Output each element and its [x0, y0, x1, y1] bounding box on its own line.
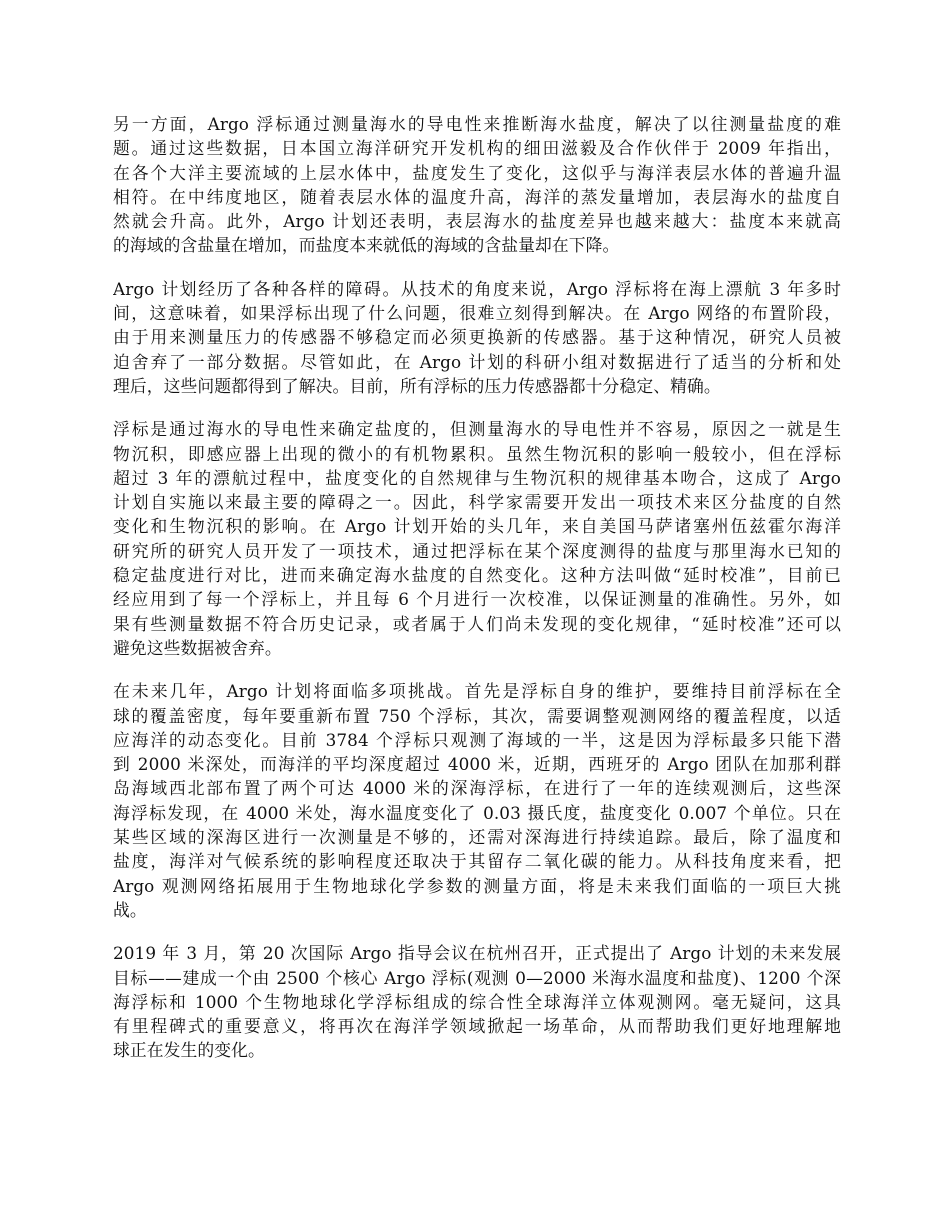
text-line: 海浮标发现，在 4000 米处，海水温度变化了 0.03 摄氏度，盐度变化 0.007 个单位。只在 — [113, 802, 841, 823]
text-line: 避免这些数据被舍弃。 — [113, 637, 282, 658]
text-line: 球正在发生的变化。 — [113, 1040, 265, 1061]
text-line: 果有些测量数据不符合历史记录，或者属于人们尚未发现的变化规律，“延时校准”还可以 — [113, 613, 841, 634]
text-line: 相符。在中纬度地区，随着表层水体的温度升高，海洋的蒸发量增加，表层海水的盐度自 — [113, 186, 841, 207]
text-line: 某些区域的深海区进行一次测量是不够的，还需对深海进行持续追踪。最后，除了温度和 — [113, 827, 841, 848]
text-line: 由于用来测量压力的传感器不够稳定而必须更换新的传感器。基于这种情况，研究人员被 — [113, 327, 841, 348]
text-line: 迫舍弃了一部分数据。尽管如此，在 Argo 计划的科研小组对数据进行了适当的分析和处 — [113, 351, 841, 372]
text-line: 题。通过这些数据，日本国立海洋研究开发机构的细田滋毅及合作伙伴于 2009 年指出， — [113, 138, 841, 159]
paragraph-argo-salinity — [113, 112, 841, 258]
text-line: 在各个大洋主要流域的上层水体中，盐度发生了变化，这似乎与海洋表层水体的普遍升温 — [113, 162, 841, 183]
text-line: 然就会升高。此外，Argo 计划还表明，表层海水的盐度差异也越来越大：盐度本来就高 — [113, 211, 841, 232]
paragraph-2019-meeting — [113, 941, 841, 1062]
text-line: 应海洋的动态变化。目前 3784 个浮标只观测了海域的一半，这是因为浮标最多只能下潜 — [113, 729, 841, 750]
text-line: 稳定盐度进行对比，进而来确定海水盐度的自然变化。这种方法叫做“延时校准”，目前已 — [113, 565, 841, 586]
text-line: 岛海域西北部布置了两个可达 4000 米的深海浮标，在进行了一年的连续观测后，这些深 — [113, 778, 841, 799]
text-line: 球的覆盖密度，每年要重新布置 750 个浮标，其次，需要调整观测网络的覆盖程度，以适 — [113, 705, 841, 726]
text-line: 物沉积，即感应器上出现的微小的有机物累积。虽然生物沉积的影响一般较小，但在浮标 — [113, 443, 841, 464]
text-line: 理后，这些问题都得到了解决。目前，所有浮标的压力传感器都十分稳定、精确。 — [113, 375, 721, 396]
text-line: 超过 3 年的漂航过程中，盐度变化的自然规律与生物沉积的规律基本吻合，这成了 Argo — [113, 467, 841, 488]
text-line: Argo 计划经历了各种各样的障碍。从技术的角度来说，Argo 浮标将在海上漂航 3 年多时 — [113, 278, 841, 299]
text-line: 经应用到了每一个浮标上，并且每 6 个月进行一次校准，以保证测量的准确性。另外，如 — [113, 589, 841, 610]
text-line: 另一方面，Argo 浮标通过测量海水的导电性来推断海水盐度，解决了以往测量盐度的难 — [113, 114, 841, 134]
text-line: 有里程碑式的重要意义，将再次在海洋学领域掀起一场革命，从而帮助我们更好地理解地 — [113, 1016, 841, 1037]
text-line: 目标——建成一个由 2500 个核心 Argo 浮标(观测 0—2000 米海水温度和盐度)、1200 个深 — [113, 967, 841, 988]
text-line: 研究所的研究人员开发了一项技术，通过把浮标在某个深度测得的盐度与那里海水已知的 — [113, 540, 841, 561]
paragraph-future-challenges — [113, 679, 841, 922]
text-line: 到 2000 米深处，而海洋的平均深度超过 4000 米，近期，西班牙的 Argo 团队在加那利群 — [113, 754, 841, 775]
paragraph-argo-obstacles — [113, 277, 841, 398]
text-line: 盐度，海洋对气候系统的影响程度还取决于其留存二氧化碳的能力。从科技角度来看，把 — [113, 851, 841, 872]
text-line: 2019 年 3 月，第 20 次国际 Argo 指导会议在杭州召开，正式提出了 Argo 计划的未来发展 — [113, 943, 841, 964]
text-line: 海浮标和 1000 个生物地球化学浮标组成的综合性全球海洋立体观测网。毫无疑问，这具 — [113, 991, 841, 1012]
text-line: 变化和生物沉积的影响。在 Argo 计划开始的头几年，来自美国马萨诸塞州伍兹霍尔海洋 — [113, 516, 841, 537]
text-line: 在未来几年，Argo 计划将面临多项挑战。首先是浮标自身的维护，要维持目前浮标在全 — [113, 681, 841, 702]
text-line: 计划自实施以来最主要的障碍之一。因此，科学家需要开发出一项技术来区分盐度的自然 — [113, 492, 841, 513]
text-line: 间，这意味着，如果浮标出现了什么问题，很难立刻得到解决。在 Argo 网络的布置阶段， — [113, 303, 841, 324]
text-line: 浮标是通过海水的导电性来确定盐度的，但测量海水的导电性并不容易，原因之一就是生 — [113, 419, 841, 440]
document-body — [113, 112, 841, 1082]
paragraph-biofouling — [113, 417, 841, 660]
text-line: 的海域的含盐量在增加，而盐度本来就低的海域的含盐量却在下降。 — [113, 235, 620, 256]
text-line: 战。 — [113, 899, 147, 920]
text-line: Argo 观测网络拓展用于生物地球化学参数的测量方面，将是未来我们面临的一项巨大挑 — [113, 875, 841, 896]
